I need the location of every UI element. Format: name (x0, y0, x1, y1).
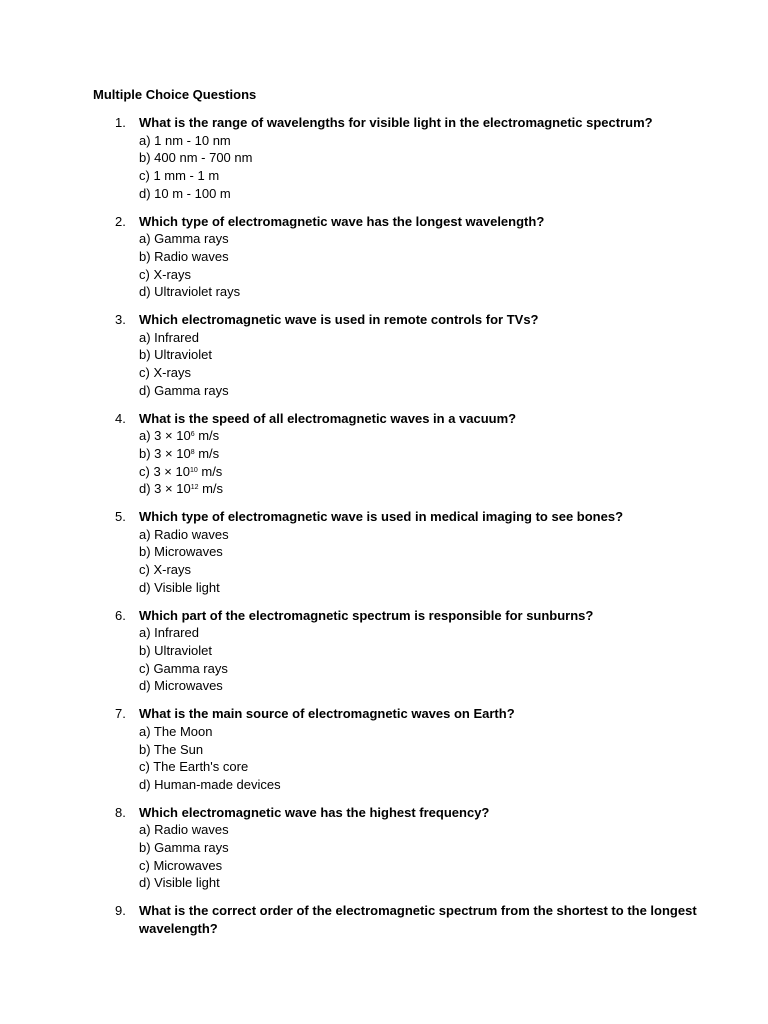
option-text: c) 1 mm - 1 m (139, 168, 220, 184)
answer-option (139, 758, 768, 776)
answer-option (139, 132, 768, 150)
option-text: b) Ultraviolet (139, 347, 212, 363)
option-text: d) Visible light (139, 579, 220, 595)
answer-option (139, 185, 768, 203)
page-title: Multiple Choice Questions (93, 87, 257, 102)
answer-options (139, 230, 768, 301)
answer-options (139, 329, 768, 400)
answer-option (139, 741, 768, 759)
answer-option (139, 821, 768, 839)
question-text: What is the correct order of the electromagnetic spectrum from the shortest to the longest wavelength? (139, 903, 697, 936)
question-number: 9. (115, 903, 126, 919)
answer-option (139, 642, 768, 660)
option-text: c) 3 × 10 (139, 463, 190, 479)
answer-option (139, 480, 768, 498)
question-1 (0, 114, 768, 203)
answer-option (139, 857, 768, 875)
option-text: a) Radio waves (139, 526, 229, 542)
option-text: a) 3 × 10 (139, 428, 191, 444)
option-text: d) 10 m - 100 m (139, 185, 231, 201)
option-text: d) Visible light (139, 875, 220, 891)
option-exponent: 10 (189, 466, 198, 474)
answer-option (139, 382, 768, 400)
option-text: c) Microwaves (139, 857, 223, 873)
option-text: c) X-rays (139, 562, 191, 578)
option-text: b) Microwaves (139, 544, 223, 560)
answer-options (139, 427, 768, 498)
answer-option (139, 149, 768, 167)
option-text: a) Infrared (139, 625, 199, 641)
answer-option (139, 660, 768, 678)
question-number: 2. (115, 213, 126, 229)
option-text: d) Microwaves (139, 678, 223, 694)
answer-option (139, 346, 768, 364)
option-unit: m/s (197, 463, 223, 479)
question-text: Which part of the electromagnetic spectrum is responsible for sunburns? (139, 607, 594, 623)
question-text: What is the speed of all electromagnetic waves in a vacuum? (139, 410, 517, 426)
answer-option (139, 579, 768, 597)
option-text: b) 3 × 10 (139, 445, 191, 461)
option-text: c) The Earth's core (139, 759, 249, 775)
question-6 (0, 607, 768, 696)
option-unit: m/s (194, 428, 220, 444)
question-5 (0, 508, 768, 597)
answer-option (139, 624, 768, 642)
question-text: What is the range of wavelengths for visible light in the electromagnetic spectrum? (139, 115, 653, 130)
question-number: 7. (115, 706, 126, 722)
answer-option (139, 874, 768, 892)
answer-option (139, 248, 768, 266)
answer-option (139, 723, 768, 741)
answer-options (139, 821, 768, 892)
answer-options (139, 624, 768, 695)
question-text: Which type of electromagnetic wave has the longest wavelength? (139, 213, 545, 229)
answer-option (139, 561, 768, 579)
answer-option (139, 463, 768, 481)
question-list (0, 114, 768, 948)
answer-option (139, 167, 768, 185)
question-8 (0, 804, 768, 893)
question-text: Which electromagnetic wave has the highest frequency? (139, 804, 490, 820)
option-text: b) Gamma rays (139, 840, 229, 856)
option-unit: m/s (198, 481, 224, 497)
answer-option (139, 364, 768, 382)
answer-options (139, 723, 768, 794)
question-number: 1. (115, 115, 126, 130)
question-9 (0, 902, 768, 937)
option-exponent: 6 (190, 431, 195, 439)
answer-option (139, 329, 768, 347)
question-text: Which electromagnetic wave is used in remote controls for TVs? (139, 312, 539, 328)
question-number: 3. (115, 312, 126, 328)
question-number: 5. (115, 509, 126, 525)
option-unit: m/s (194, 445, 220, 461)
option-text: a) 1 nm - 10 nm (139, 132, 231, 148)
option-text: c) X-rays (139, 266, 191, 282)
option-text: d) Ultraviolet rays (139, 284, 241, 300)
answer-option (139, 543, 768, 561)
question-4 (0, 410, 768, 499)
option-text: a) The Moon (139, 723, 213, 739)
option-text: a) Infrared (139, 329, 199, 345)
question-number: 8. (115, 804, 126, 820)
option-text: b) 400 nm - 700 nm (139, 150, 253, 166)
question-text: Which type of electromagnetic wave is used in medical imaging to see bones? (139, 509, 624, 525)
answer-options (139, 526, 768, 597)
option-text: b) Radio waves (139, 248, 229, 264)
option-exponent: 8 (190, 448, 195, 456)
answer-option (139, 839, 768, 857)
option-text: d) Gamma rays (139, 382, 229, 398)
answer-option (139, 283, 768, 301)
option-text: a) Gamma rays (139, 231, 229, 247)
answer-options (139, 132, 768, 203)
question-number: 4. (115, 410, 126, 426)
option-text: c) Gamma rays (139, 660, 228, 676)
answer-option (139, 427, 768, 445)
question-text: What is the main source of electromagnetic waves on Earth? (139, 706, 515, 722)
option-text: d) Human-made devices (139, 776, 281, 792)
answer-option (139, 230, 768, 248)
answer-option (139, 526, 768, 544)
answer-option (139, 677, 768, 695)
answer-option (139, 445, 768, 463)
option-text: a) Radio waves (139, 822, 229, 838)
option-text: d) 3 × 10 (139, 481, 191, 497)
answer-option (139, 266, 768, 284)
question-2 (0, 213, 768, 302)
option-text: c) X-rays (139, 365, 191, 381)
option-exponent: 12 (190, 484, 199, 492)
answer-option (139, 776, 768, 794)
option-text: b) Ultraviolet (139, 642, 212, 658)
question-3 (0, 311, 768, 400)
question-7 (0, 705, 768, 794)
option-text: b) The Sun (139, 741, 204, 757)
question-number: 6. (115, 607, 126, 623)
